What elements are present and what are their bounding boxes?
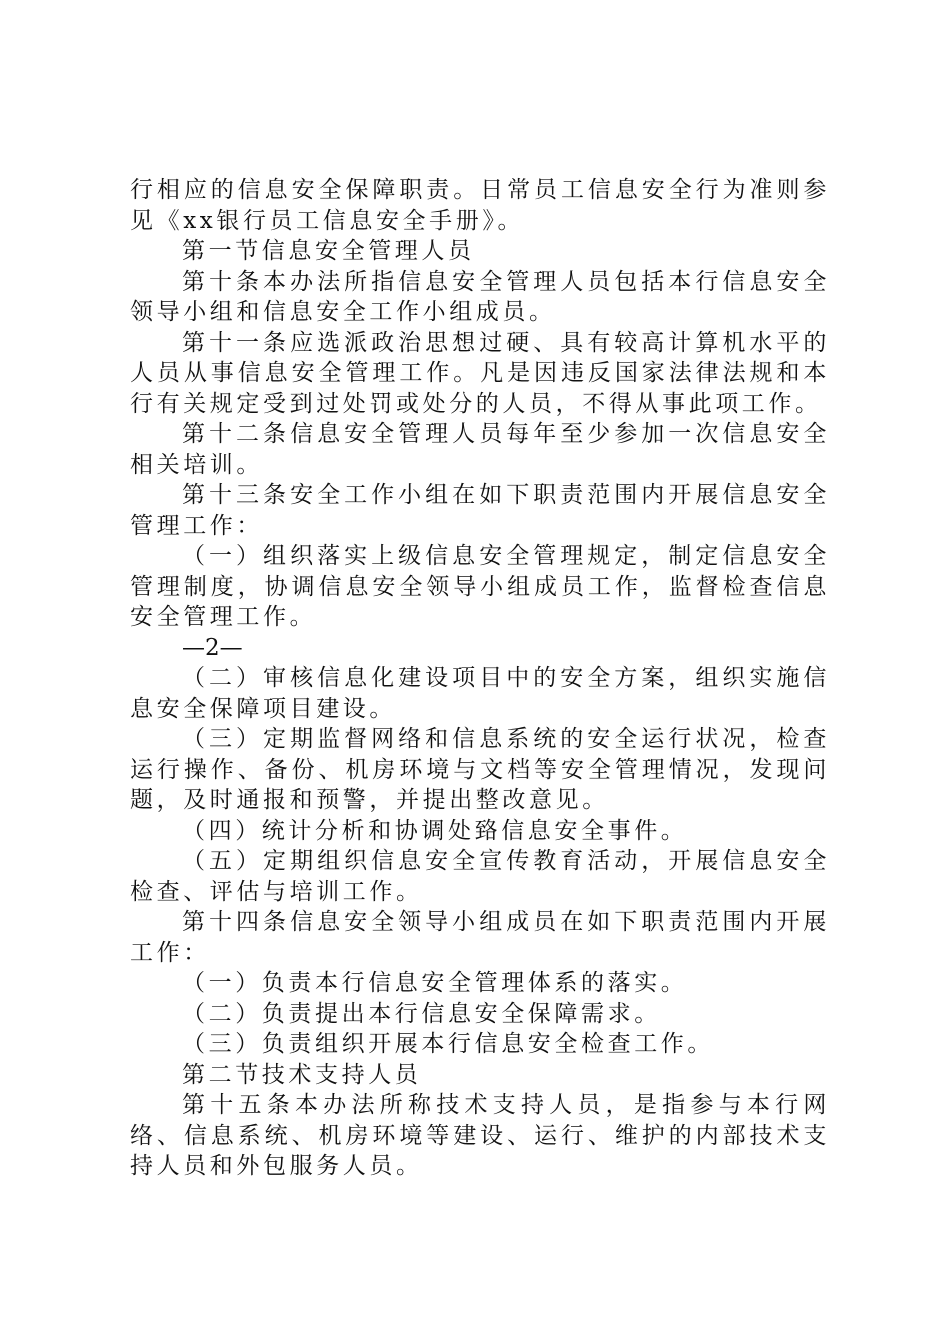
list-item: （二）审核信息化建设项目中的安全方案，组织实施信息安全保障项目建设。 (130, 665, 830, 722)
section-heading: 第二节技术支持人员 (182, 1061, 422, 1088)
article-paragraph: 第十三条安全工作小组在如下职责范围内开展信息安全管理工作： (130, 482, 830, 539)
list-item: （三）负责组织开展本行信息安全检查工作。 (182, 1031, 714, 1057)
article-paragraph: 第十一条应选派政治思想过硬、具有较高计算机水平的人员从事信息安全管理工作。凡是因违反国家法律法规和本行有关规定受到过处罚或处分的人员，不得从事此项工作。 (130, 329, 830, 417)
list-item: （一）负责本行信息安全管理体系的落实。 (182, 970, 688, 996)
list-item: （三）定期监督网络和信息系统的安全运行状况，检查运行操作、备份、机房环境与文档等安全管理情况，发现问题，及时通报和预警，并提出整改意见。 (130, 726, 830, 813)
article-paragraph: 第十五条本办法所称技术支持人员，是指参与本行网络、信息系统、机房环境等建设、运行、维护的内部技术支持人员和外包服务人员。 (130, 1092, 830, 1179)
list-item: （一）组织落实上级信息安全管理规定，制定信息安全管理制度，协调信息安全领导小组成员工作，监督检查信息安全管理工作。 (130, 543, 830, 630)
section-heading: 第一节信息安全管理人员 (182, 238, 475, 264)
list-item: （五）定期组织信息安全宣传教育活动，开展信息安全检查、评估与培训工作。 (130, 848, 830, 905)
list-item: （四）统计分析和协调处臵信息安全事件。 (182, 817, 688, 844)
document-body (130, 175, 830, 1182)
paragraph-continuation: 行相应的信息安全保障职责。日常员工信息安全行为准则参见《xx银行员工信息安全手册》。 (130, 177, 830, 234)
page-number: —2— (182, 634, 243, 661)
list-item: （二）负责提出本行信息安全保障需求。 (182, 1000, 661, 1027)
article-paragraph: 第十四条信息安全领导小组成员在如下职责范围内开展工作： (130, 909, 830, 966)
article-paragraph: 第十二条信息安全管理人员每年至少参加一次信息安全相关培训。 (130, 421, 830, 478)
article-paragraph: 第十条本办法所指信息安全管理人员包括本行信息安全领导小组和信息安全工作小组成员。 (130, 268, 830, 325)
